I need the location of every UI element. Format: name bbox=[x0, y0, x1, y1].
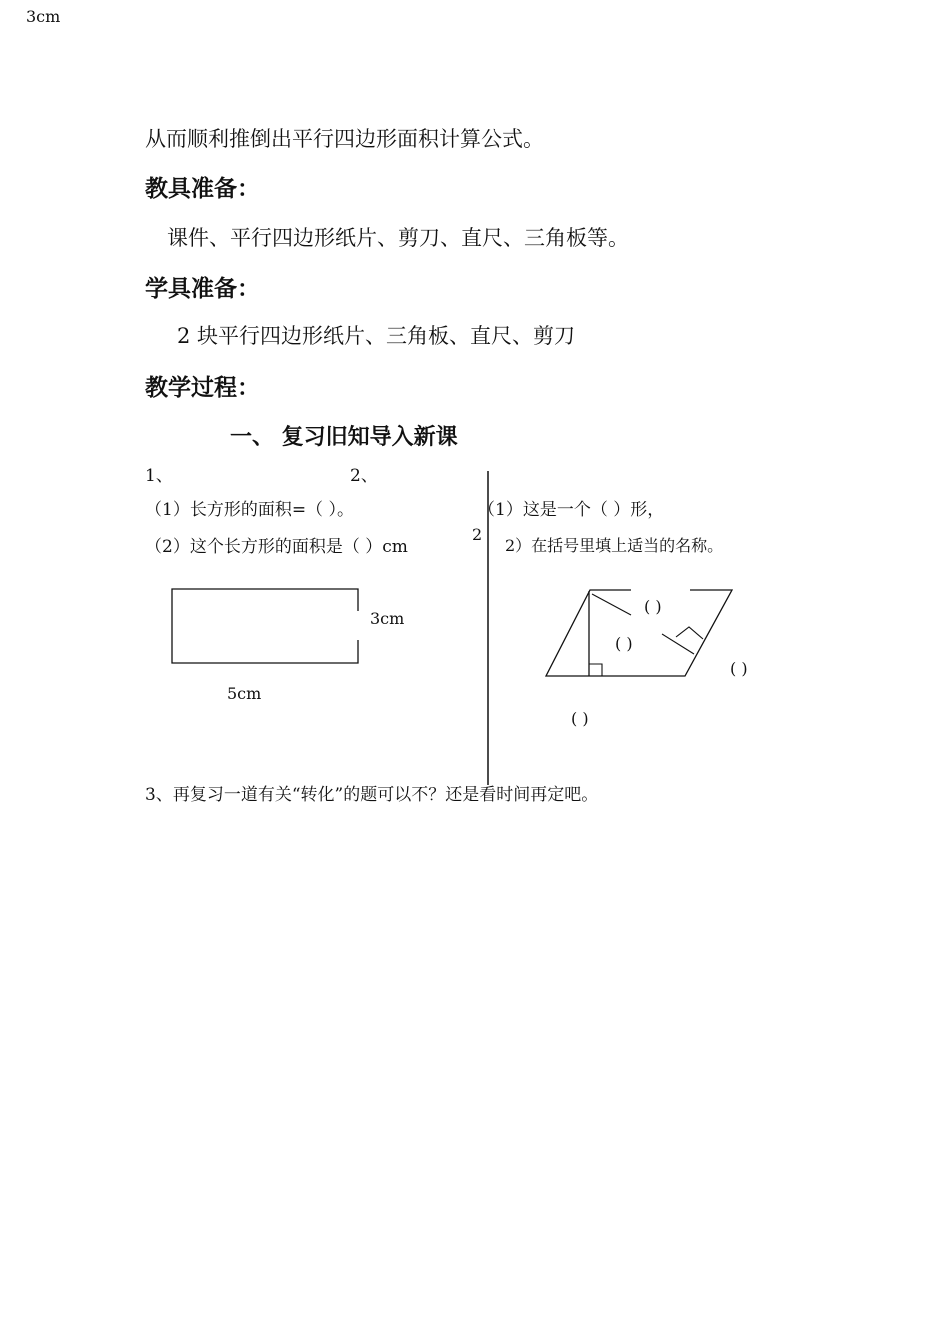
question-1-number: 1、 bbox=[145, 466, 173, 486]
blank-bottom: ( ) bbox=[571, 709, 589, 728]
teaching-tools-content: 课件、平行四边形纸片、剪刀、直尺、三角板等。 bbox=[167, 226, 629, 250]
question-3: 3、再复习一道有关“转化”的题可以不？还是看时间再定吧。 bbox=[145, 785, 599, 805]
rectangle-figure bbox=[172, 589, 358, 663]
blank-top: ( ) bbox=[644, 597, 662, 616]
process-heading: 教学过程： bbox=[145, 374, 260, 401]
intro-line: 从而顺利推倒出平行四边形面积计算公式。 bbox=[145, 127, 544, 151]
question-2-line-2: 2）在括号里填上适当的名称。 bbox=[505, 536, 724, 555]
rectangle-width-label: 5cm bbox=[227, 684, 262, 703]
blank-middle: ( ) bbox=[615, 634, 633, 653]
question-2-number: 2、 bbox=[350, 466, 378, 486]
question-1-line-1: （1）长方形的面积=（ ）。 bbox=[145, 500, 354, 520]
section-title: 一、 复习旧知导入新课 bbox=[230, 424, 458, 450]
area-unit-superscript: 2 bbox=[472, 525, 483, 544]
small-angle-mark bbox=[676, 627, 703, 639]
student-tools-heading: 学具准备： bbox=[145, 275, 260, 302]
blank-right: ( ) bbox=[730, 659, 748, 678]
pointer-line-middle bbox=[662, 634, 694, 654]
margin-note: 3cm bbox=[26, 7, 61, 26]
question-2-line-1: （1）这是一个（ ）形， bbox=[478, 500, 665, 520]
right-angle-mark bbox=[589, 664, 602, 676]
pointer-line-top bbox=[592, 594, 631, 615]
rectangle-height-label: 3cm bbox=[370, 609, 405, 628]
question-1-line-2: （2）这个长方形的面积是（ ）cm bbox=[145, 537, 408, 557]
parallelogram-figure bbox=[546, 590, 732, 676]
teaching-tools-heading: 教具准备： bbox=[145, 175, 260, 202]
student-tools-content: 2 块平行四边形纸片、三角板、直尺、剪刀 bbox=[177, 324, 576, 348]
